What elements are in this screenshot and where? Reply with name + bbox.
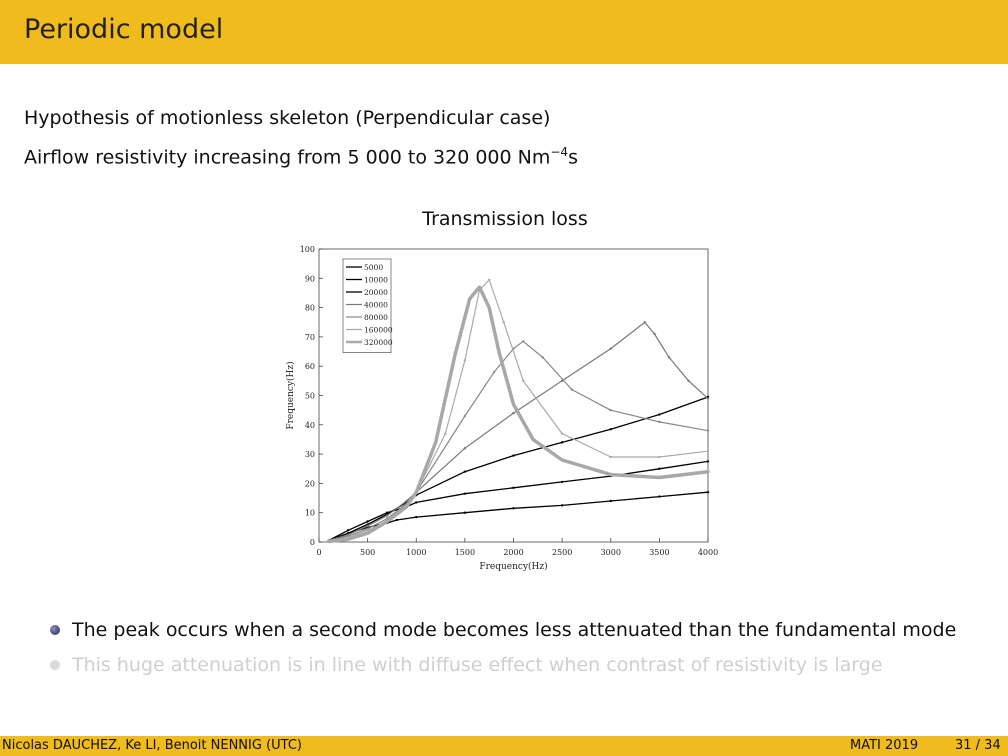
x-tick-label: 1500 [454, 548, 476, 557]
data-point [541, 356, 543, 358]
data-point [707, 491, 709, 493]
hypothesis-line-2-suffix: s [568, 146, 578, 169]
legend-label: 160000 [364, 325, 393, 335]
data-point [561, 432, 563, 434]
data-point [512, 487, 514, 489]
chart-title: Transmission loss [422, 208, 588, 230]
transmission-loss-chart [270, 200, 740, 580]
data-point [653, 333, 655, 335]
data-point [464, 359, 466, 361]
data-point [658, 495, 660, 497]
data-point [610, 409, 612, 411]
bullet-list [48, 615, 956, 685]
data-point [571, 388, 573, 390]
bullet-item [48, 615, 956, 650]
hypothesis-line-2-text: Airflow resistivity increasing from 5 000 to 320 000 Nm [24, 146, 551, 169]
y-tick-label: 60 [304, 362, 315, 372]
x-tick-label: 3500 [649, 548, 670, 557]
data-point [610, 456, 612, 458]
series-line-80000 [329, 341, 708, 540]
data-point [644, 321, 646, 323]
footer-conference: MATI 2019 [850, 738, 919, 753]
x-tick-label: 0 [316, 548, 322, 557]
data-point [561, 504, 563, 506]
data-point [707, 429, 709, 431]
legend-label: 10000 [364, 275, 388, 285]
data-point [512, 507, 514, 509]
data-point [493, 371, 495, 373]
data-point [610, 500, 612, 502]
data-point [347, 529, 349, 531]
series-line-10000 [329, 461, 708, 540]
y-tick-label: 90 [304, 274, 315, 284]
x-tick-label: 2000 [503, 548, 524, 557]
bullet-text: The peak occurs when a second mode becomes less attenuated than the fundamental mode [72, 619, 957, 641]
data-point [658, 413, 660, 415]
data-point [522, 340, 524, 342]
y-tick-label: 20 [304, 479, 315, 489]
data-point [512, 412, 514, 414]
data-point [366, 525, 368, 527]
hypothesis-line-1: Hypothesis of motionless skeleton (Perpendicular case) [24, 107, 551, 129]
legend-label: 20000 [364, 288, 388, 297]
data-point [386, 514, 388, 516]
x-axis-label: Frequency(Hz) [479, 562, 548, 572]
data-point [707, 397, 709, 399]
hypothesis-line-2 [24, 135, 578, 174]
data-point [464, 470, 466, 472]
bullet-dot-icon [50, 660, 60, 670]
data-point [396, 519, 398, 521]
y-tick-label: 50 [304, 391, 315, 401]
header-bar [0, 0, 1008, 64]
page-title: Periodic model [24, 14, 224, 45]
data-point [512, 454, 514, 456]
y-tick-label: 10 [304, 508, 315, 518]
x-tick-label: 2500 [551, 548, 573, 557]
data-point [658, 421, 660, 423]
data-point [464, 512, 466, 514]
y-tick-label: 30 [304, 450, 315, 460]
data-point [707, 450, 709, 452]
data-point [610, 347, 612, 349]
data-point [464, 415, 466, 417]
x-tick-label: 3000 [600, 548, 621, 557]
y-tick-label: 0 [309, 538, 315, 547]
legend-label: 5000 [364, 263, 384, 272]
hypothesis-block [24, 101, 578, 174]
data-point [687, 380, 689, 382]
data-point [464, 447, 466, 449]
y-tick-label: 80 [304, 303, 315, 313]
data-point [707, 460, 709, 462]
data-point [415, 516, 417, 518]
data-point [658, 456, 660, 458]
data-point [488, 279, 490, 281]
bullet-dot-icon [50, 625, 60, 635]
footer-authors: Nicolas DAUCHEZ, Ke LI, Benoit NENNIG (UTC) [2, 738, 302, 753]
y-axis-label: Frequency(Hz) [286, 361, 296, 430]
x-tick-label: 1000 [406, 548, 427, 557]
data-point [658, 468, 660, 470]
data-point [503, 321, 505, 323]
data-point [561, 441, 563, 443]
data-point [561, 481, 563, 483]
footer-page-number: 31 / 34 [955, 738, 1001, 753]
x-tick-label: 500 [359, 548, 376, 557]
x-tick-label: 4000 [697, 548, 719, 557]
data-point [522, 380, 524, 382]
data-point [444, 432, 446, 434]
y-tick-label: 100 [299, 245, 315, 254]
data-point [668, 356, 670, 358]
y-tick-label: 40 [304, 420, 315, 430]
data-point [366, 520, 368, 522]
legend-label: 320000 [364, 338, 393, 347]
legend-label: 40000 [364, 300, 388, 310]
data-point [405, 500, 407, 502]
bullet-text: This huge attenuation is in line with diffuse effect when contrast of resistivity is large [72, 654, 883, 676]
data-point [610, 428, 612, 430]
footer-bar [0, 736, 1008, 756]
legend-label: 80000 [364, 313, 388, 322]
data-point [415, 501, 417, 503]
y-tick-label: 70 [304, 332, 315, 342]
bullet-item-dimmed [48, 650, 956, 685]
data-point [464, 492, 466, 494]
hypothesis-line-2-exponent: −4 [550, 145, 569, 159]
